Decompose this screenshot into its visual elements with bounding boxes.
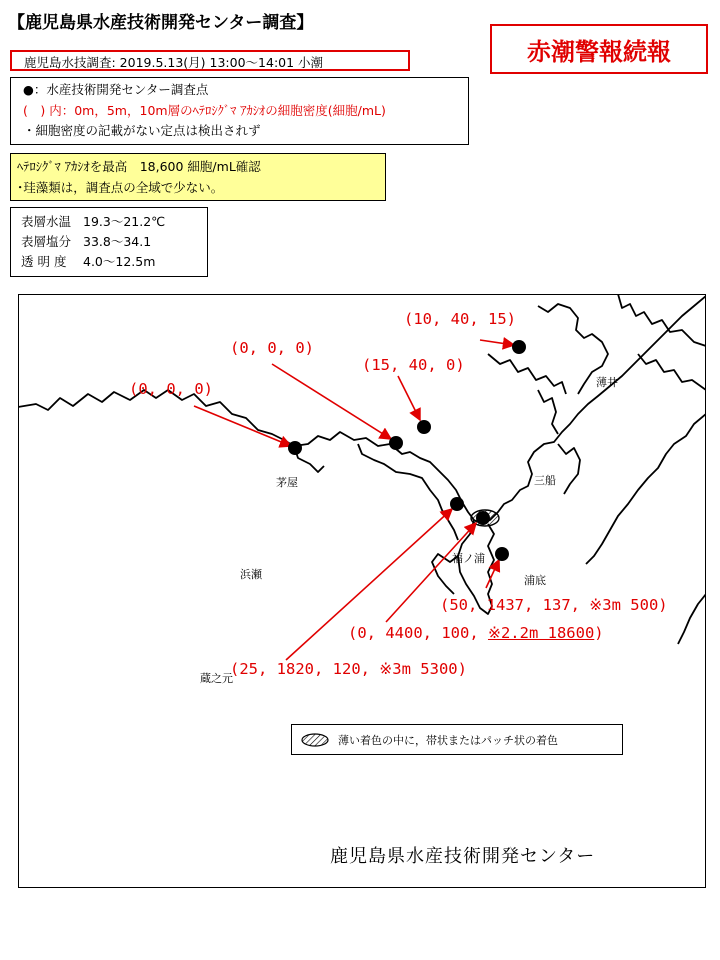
- place-kuranomoto: 蔵之元: [200, 672, 233, 685]
- station-label-st3: (15, 40, 0): [362, 356, 465, 374]
- station-label-st1: (0, 0, 0): [129, 380, 213, 398]
- legend-density: ( ) 内：0m，5m，10m層のﾍﾃﾛｼｸﾞﾏ ｱｶｼｵの細胞密度(細胞/mL): [23, 102, 386, 118]
- env-row-temperature: [21, 212, 207, 232]
- alert-badge: 赤潮警報続報: [490, 24, 708, 74]
- station-label-st2: (0, 0, 0): [230, 339, 314, 357]
- station-label-st6: [348, 624, 604, 642]
- place-fukunoura: 福ノ浦: [452, 552, 485, 565]
- survey-info: 鹿児島水技調査: 2019.5.13(月) 13:00〜14:01 小潮: [10, 50, 410, 71]
- hatch-legend-icon: [300, 732, 330, 748]
- station-label-st6-end: ): [594, 624, 604, 642]
- env-value: 4.0〜12.5m: [83, 254, 156, 269]
- place-mifune: 三船: [534, 474, 556, 487]
- station-label-st6-main: (0, 4400, 100,: [348, 624, 488, 642]
- env-row-salinity: [21, 232, 207, 252]
- env-value: 19.3〜21.2℃: [83, 214, 166, 229]
- legend-station: ●：水産技術開発センター調査点: [23, 82, 209, 97]
- summary-box: [10, 153, 386, 201]
- station-label-st7: (50, 1437, 137, ※3m 500): [440, 596, 668, 614]
- station-label-st4: (10, 40, 15): [404, 310, 516, 328]
- station-label-st5: (25, 1820, 120, ※3m 5300): [230, 660, 467, 678]
- env-row-transparency: [21, 252, 207, 272]
- place-kaya: 茅屋: [276, 476, 298, 489]
- agency-name: 鹿児島県水産技術開発センター: [330, 846, 596, 867]
- env-label: 表層水温: [21, 214, 72, 229]
- env-label: 透 明 度: [21, 254, 67, 269]
- station-label-st6-max: ※2.2m 18600: [487, 624, 595, 642]
- map-legend-text: 薄い着色の中に，帯状またはパッチ状の着色: [338, 733, 558, 747]
- env-label: 表層塩分: [21, 234, 72, 249]
- legend-box: [10, 77, 469, 145]
- place-hamase: 浜瀬: [240, 568, 262, 581]
- legend-note: ・細胞密度の記載がない定点は検出されず: [23, 123, 261, 138]
- place-urazoko: 浦底: [524, 574, 546, 587]
- map-legend: [291, 724, 623, 755]
- environment-box: [10, 207, 208, 277]
- env-value: 33.8〜34.1: [83, 234, 152, 249]
- summary-diatom: ･珪藻類は，調査点の全域で少ない。: [17, 180, 224, 195]
- place-usui: 薄井: [596, 376, 618, 389]
- page-title: 【鹿児島県水産技術開発センター調査】: [8, 13, 314, 33]
- summary-max: ﾍﾃﾛｼｸﾞﾏ ｱｶｼｵを最高 18,600 細胞/mL確認: [17, 159, 261, 174]
